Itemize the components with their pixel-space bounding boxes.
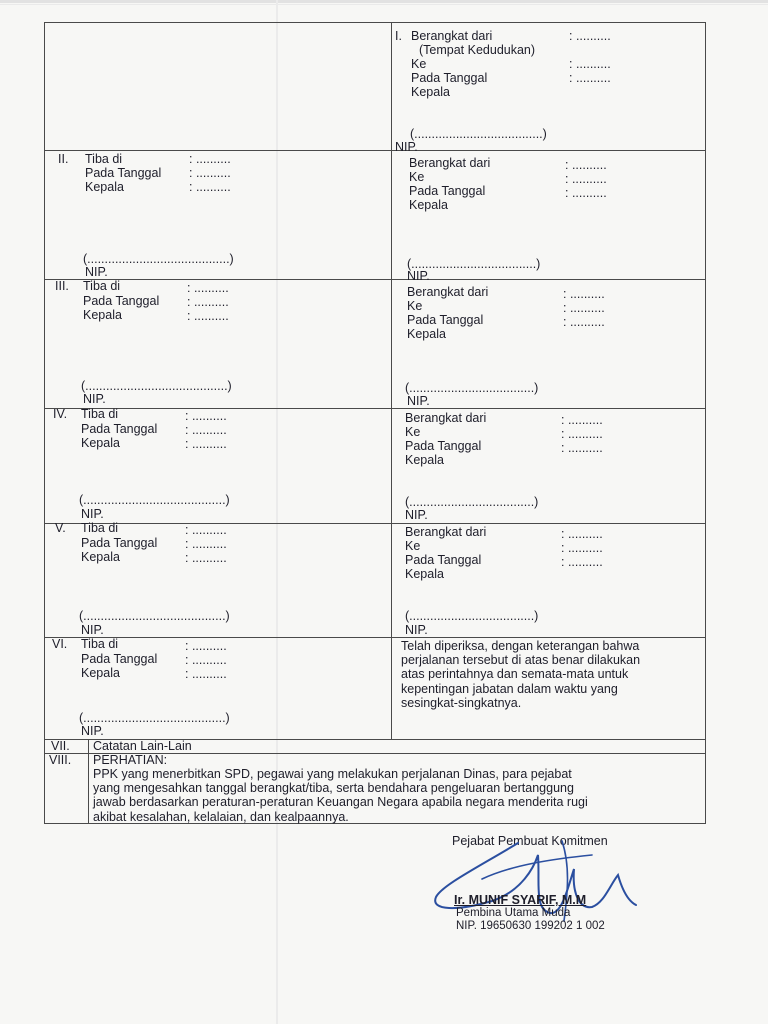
section-4-date2-field: : ..........: [561, 441, 603, 455]
attention-label: PERHATIAN:: [93, 753, 168, 767]
section-5-head2-label: Kepala: [405, 567, 444, 581]
section-4-to-field: : ..........: [561, 427, 603, 441]
section-2-depart-field: : ..........: [565, 158, 607, 172]
section-5-date2-label: Pada Tanggal: [405, 553, 482, 567]
section-4-head-label: Kepala: [81, 436, 120, 450]
section-3-number: III.: [55, 279, 69, 293]
section-7-number: VII.: [51, 739, 70, 753]
section-2-number: II.: [58, 152, 69, 166]
section-6-number: VI.: [52, 637, 68, 651]
section-1-depart-label: Berangkat dari: [411, 29, 493, 43]
section-4-head-field: : ..........: [185, 437, 227, 451]
section-5-date-label: Pada Tanggal: [81, 536, 158, 550]
verification-line: sesingkat-singkatnya.: [401, 695, 522, 710]
section-3-to-field: : ..........: [563, 301, 605, 315]
verification-line: perjalanan tersebut di atas benar dilakukan: [401, 653, 641, 668]
signature-block: [392, 823, 722, 993]
verification-line: Telah diperiksa, dengan keterangan bahwa: [401, 639, 640, 653]
section-5-nip: NIP.: [81, 623, 104, 637]
section-2-arrive-label: Tiba di: [85, 152, 123, 166]
section-5-head-label: Kepala: [81, 550, 120, 564]
section-3-nip-right: NIP.: [407, 394, 430, 408]
section-4-date-field: : ..........: [185, 423, 227, 437]
section-4-signature-line-right: (....................................): [405, 495, 539, 509]
section-4-nip-right: NIP.: [405, 508, 428, 522]
section-2-depart-label: Berangkat dari: [409, 156, 491, 170]
section-2-to-field: : ..........: [565, 172, 607, 186]
attention-line: PPK yang menerbitkan SPD, pegawai yang melakukan perjalanan Dinas, para pejabat: [93, 767, 572, 781]
section-2-head-label: Kepala: [85, 180, 124, 194]
section-4-depart-field: : ..........: [561, 413, 603, 427]
section-5-arrive-label: Tiba di: [81, 521, 119, 535]
section-3-date2-label: Pada Tanggal: [407, 313, 484, 327]
section-3-to-label: Ke: [407, 299, 423, 313]
section-4-date2-label: Pada Tanggal: [405, 439, 482, 453]
section-2-nip-right: NIP.: [407, 269, 430, 283]
section-3-nip: NIP.: [83, 392, 106, 406]
section-5-date-field: : ..........: [185, 537, 227, 551]
signer-role: Pejabat Pembuat Komitmen: [452, 834, 608, 848]
section-3-arrive-label: Tiba di: [83, 279, 121, 293]
section-4-nip: NIP.: [81, 507, 104, 521]
section-3-depart-label: Berangkat dari: [407, 285, 489, 299]
row-divider: [45, 408, 705, 409]
section-1-signature-line: (.....................................): [410, 127, 547, 141]
section-6-head-label: Kepala: [81, 666, 120, 680]
row-divider: [45, 279, 705, 280]
paper-fold-top: [0, 0, 768, 3]
section-3-date-field: : ..........: [187, 295, 229, 309]
section-6-arrive-field: : ..........: [185, 639, 227, 653]
signer-rank: Pembina Utama Muda: [456, 907, 571, 919]
section-3-date2-field: : ..........: [563, 315, 605, 329]
section-2-date2-field: : ..........: [565, 186, 607, 200]
signer-nip: NIP. 19650630 199202 1 002: [456, 920, 605, 932]
section-1-date-field: : ..........: [569, 71, 611, 85]
notes-label: Catatan Lain-Lain: [93, 739, 192, 753]
section-1-to-field: : ..........: [569, 57, 611, 71]
attention-line: akibat kesalahan, kelalaian, dan kealpaannya.: [93, 809, 349, 824]
verification-line: atas perintahnya dan semata-mata untuk: [401, 667, 629, 682]
section-5-signature-line: (.........................................): [79, 609, 230, 623]
section-2-date-label: Pada Tanggal: [85, 166, 162, 180]
verification-statement: [401, 639, 699, 710]
section-2-signature-line: (.........................................): [83, 252, 234, 266]
section-2-nip: NIP.: [85, 265, 108, 279]
section-5-signature-line-right: (....................................): [405, 609, 539, 623]
section-3-head-label: Kepala: [83, 308, 122, 322]
section-5-arrive-field: : ..........: [185, 523, 227, 537]
section-6-date-label: Pada Tanggal: [81, 652, 158, 666]
section-6-date-field: : ..........: [185, 653, 227, 667]
section-4-date-label: Pada Tanggal: [81, 422, 158, 436]
section-4-depart-label: Berangkat dari: [405, 411, 487, 425]
section-5-head-field: : ..........: [185, 551, 227, 565]
section-5-date2-field: : ..........: [561, 555, 603, 569]
attention-text: [93, 767, 699, 824]
section-6-arrive-label: Tiba di: [81, 637, 119, 651]
section-3-head-field: : ..........: [187, 309, 229, 323]
section-3-signature-line: (.........................................): [81, 379, 232, 393]
section-8-number: VIII.: [49, 753, 72, 767]
section-1-head-label: Kepala: [411, 85, 450, 99]
section-3-signature-line-right: (....................................): [405, 381, 539, 395]
section-6-signature-line: (.........................................): [79, 711, 230, 725]
section-4-arrive-label: Tiba di: [81, 407, 119, 421]
section-1-place-label: (Tempat Kedudukan): [419, 43, 536, 57]
section-2-to-label: Ke: [409, 170, 425, 184]
section-3-depart-field: : ..........: [563, 287, 605, 301]
attention-line: jawab berdasarkan peraturan-peraturan Keuangan Negara apabila negara menderita rugi: [93, 795, 588, 810]
signer-name: Ir. MUNIF SYARIF, M.M: [454, 893, 587, 907]
section-1-to-label: Ke: [411, 57, 427, 71]
section-3-head2-label: Kepala: [407, 327, 446, 341]
section-5-depart-label: Berangkat dari: [405, 525, 487, 539]
section-2-date2-label: Pada Tanggal: [409, 184, 486, 198]
section-3-arrive-field: : ..........: [187, 281, 229, 295]
section-4-number: IV.: [53, 407, 68, 421]
section-1-nip: NIP.: [395, 140, 418, 154]
section-4-arrive-field: : ..........: [185, 409, 227, 423]
attention-line: yang mengesahkan tanggal berangkat/tiba, serta bendahara pengeluaran bertanggung: [93, 781, 574, 796]
section-5-number: V.: [55, 521, 66, 535]
section-5-depart-field: : ..........: [561, 527, 603, 541]
section-5-nip-right: NIP.: [405, 623, 428, 637]
section-4-signature-line: (.........................................): [79, 493, 230, 507]
section-1-depart-field: : ..........: [569, 29, 611, 43]
section-5-to-field: : ..........: [561, 541, 603, 555]
section-2-head-field: : ..........: [189, 180, 231, 194]
section-6-nip: NIP.: [81, 724, 104, 738]
section-6-head-field: : ..........: [185, 667, 227, 681]
travel-form-table: [44, 22, 706, 824]
section-4-to-label: Ke: [405, 425, 421, 439]
section-2-arrive-field: : ..........: [189, 152, 231, 166]
section-2-signature-line-right: (....................................): [407, 257, 541, 271]
row-divider: [45, 150, 705, 151]
section-2-date-field: : ..........: [189, 166, 231, 180]
number-column-divider: [88, 739, 89, 823]
section-1-date-label: Pada Tanggal: [411, 71, 488, 85]
verification-line: kepentingan jabatan dalam waktu yang: [401, 681, 618, 696]
row-divider: [45, 637, 705, 638]
section-5-to-label: Ke: [405, 539, 421, 553]
section-2-head2-label: Kepala: [409, 198, 448, 212]
column-divider: [391, 23, 392, 739]
section-3-date-label: Pada Tanggal: [83, 294, 160, 308]
section-4-head2-label: Kepala: [405, 453, 444, 467]
section-1-number: I.: [395, 29, 402, 43]
row-divider: [45, 523, 705, 524]
paper-fold-top-edge: [0, 4, 768, 5]
